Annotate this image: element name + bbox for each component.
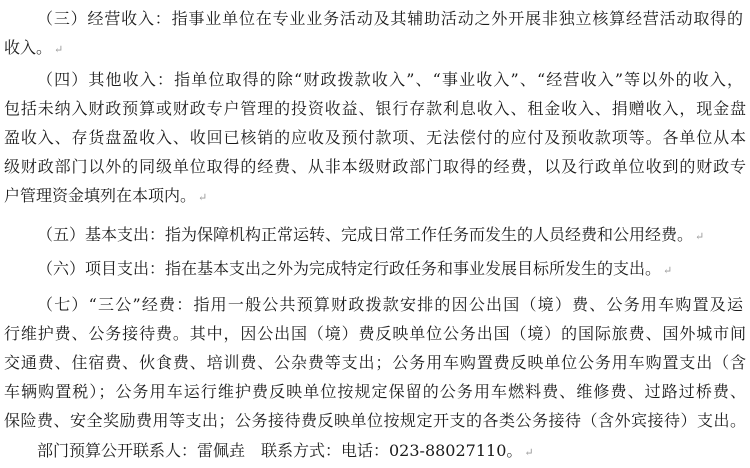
paragraph-other-income-line-3: 盈收入、存货盘盈收入、收回已核销的应收及预付款项、无法偿付的应付及预收款项等。各单位从本 <box>4 128 746 147</box>
paragraph-three-public-expenses-line-1: （七）“三公”经费：指用一般公共预算财政拨款安排的因公出国（境）费、公务用车购置及运 <box>37 295 743 314</box>
paragraph-three-public-expenses-line-2: 行维护费、公务接待费。其中，因公出国（境）费反映单位公务出国（境）的国际旅费、国外城市间 <box>4 324 746 343</box>
paragraph-project-expenditure-line-1: （六）项目支出：指在基本支出之外为完成特定行政任务和事业发展目标所发生的支出。 ↵ <box>37 259 673 278</box>
paragraph-other-income-line-5: 户管理资金填列在本项内。 ↵ <box>4 186 208 205</box>
paragraph-three-public-expenses-line-5: 保险费、安全奖励费用等支出；公务接待费反映单位按规定开支的各类公务接待（含外宾接待）支出。 <box>4 411 746 430</box>
paragraph-mark-icon: ↵ <box>663 264 673 277</box>
paragraph-mark-icon: ↵ <box>198 191 208 204</box>
paragraph-three-public-expenses-line-3: 交通费、住宿费、伙食费、培训费、公杂费等支出；公务用车购置费反映单位公务用车购置支出（含 <box>4 353 746 372</box>
paragraph-operating-income-line-2: 收入。 ↵ <box>4 38 64 57</box>
paragraph-mark-icon: ↵ <box>54 43 64 56</box>
paragraph-mark-icon: ↵ <box>524 446 534 459</box>
contact-line: 部门预算公开联系人：雷佩垚 联系方式：电话：023-88027110。 ↵ <box>37 441 534 460</box>
paragraph-other-income-line-2: 包括未纳入财政预算或财政专户管理的投资收益、银行存款利息收入、租金收入、捐赠收入，现金盘 <box>4 99 746 118</box>
paragraph-other-income-line-4: 级财政部门以外的同级单位取得的经费、从非本级财政部门取得的经费，以及行政单位收到的财政专 <box>4 157 746 176</box>
paragraph-mark-icon: ↵ <box>695 230 705 243</box>
paragraph-basic-expenditure-line-1: （五）基本支出：指为保障机构正常运转、完成日常工作任务而发生的人员经费和公用经费。 ↵ <box>37 225 705 244</box>
paragraph-other-income-line-1: （四）其他收入：指单位取得的除“财政拨款收入”、“事业收入”、“经营收入”等以外的收入， <box>37 70 743 89</box>
paragraph-three-public-expenses-line-4: 车辆购置税）；公务用车运行维护费反映单位按规定保留的公务用车燃料费、维修费、过路过桥费、 <box>4 382 746 401</box>
paragraph-operating-income-line-1: （三）经营收入：指事业单位在专业业务活动及其辅助活动之外开展非独立核算经营活动取得的 <box>37 9 743 28</box>
